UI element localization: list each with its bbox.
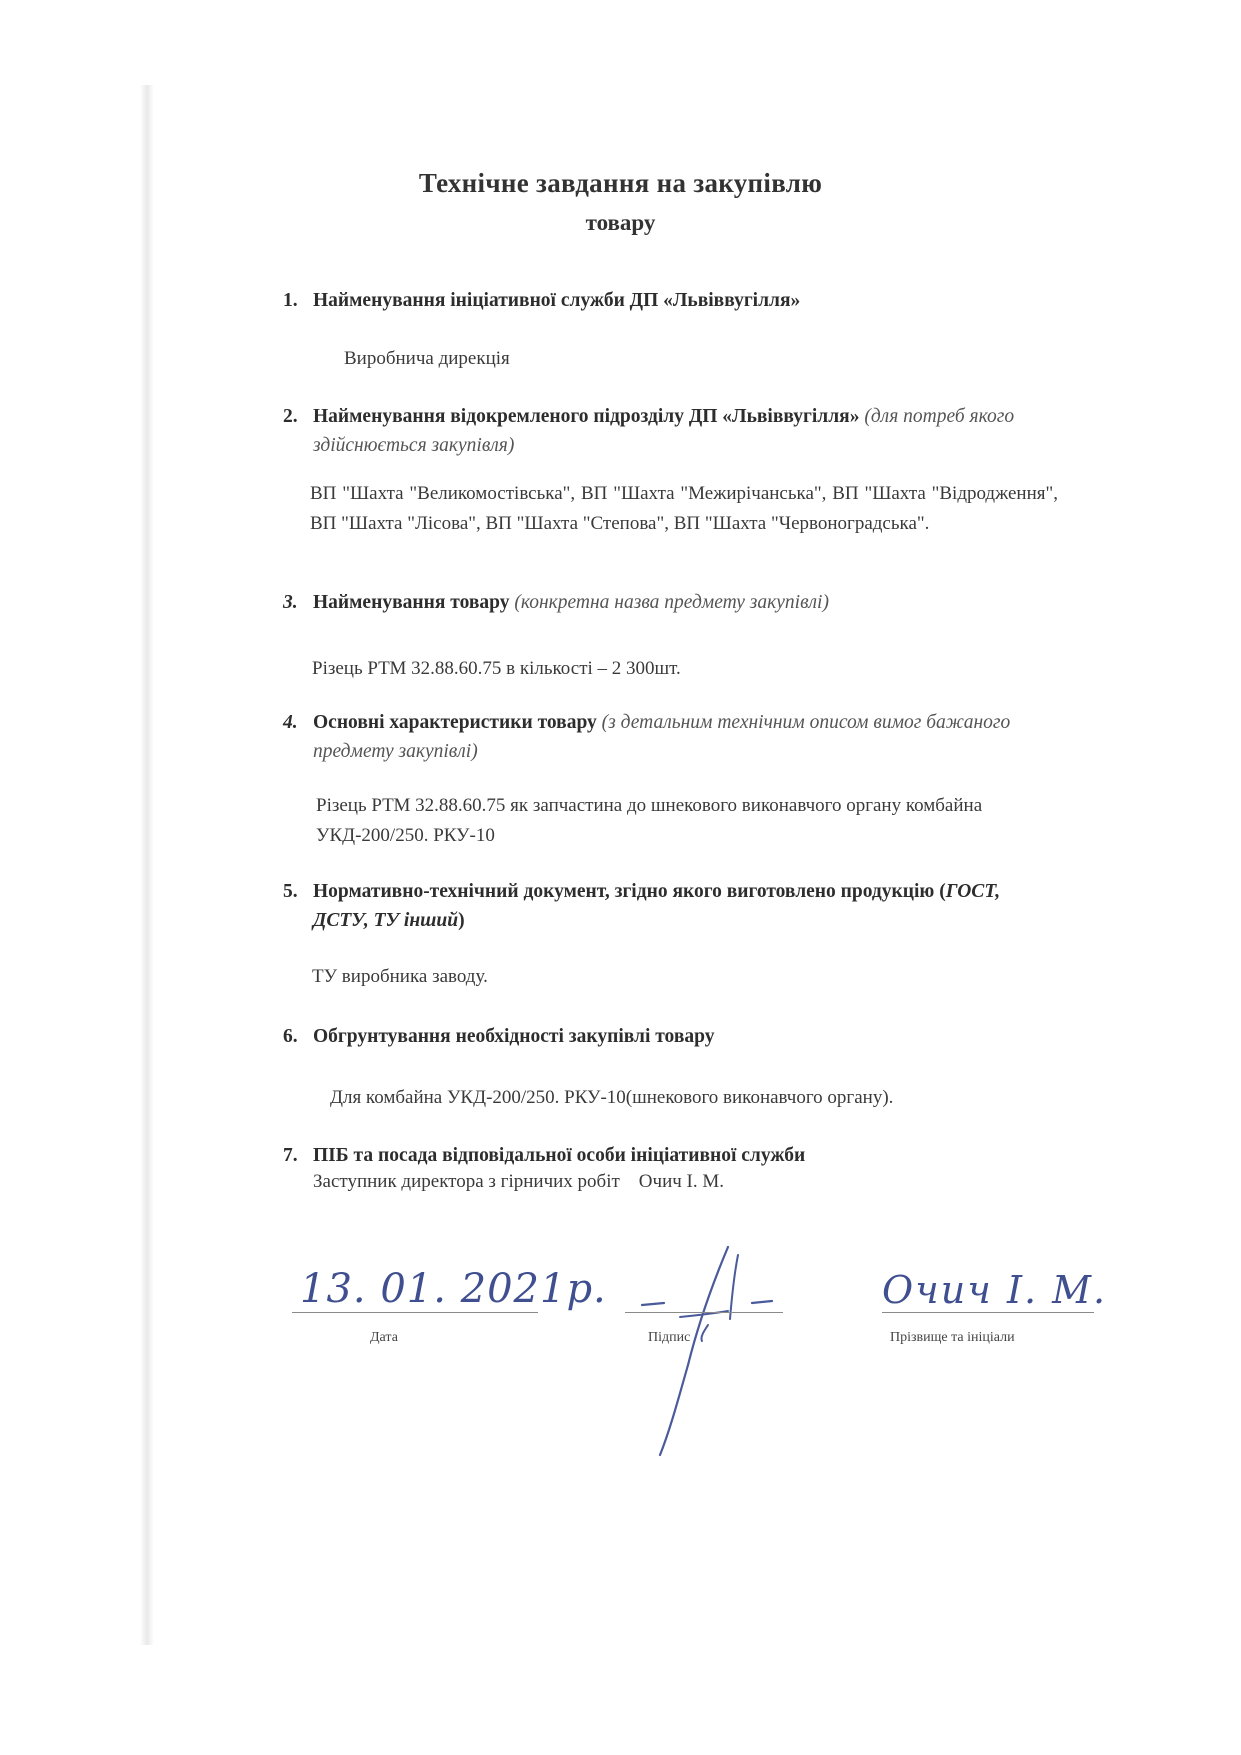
document-subtitle: товару [585,210,656,235]
section-5-note: ГОСТ, ДСТУ, ТУ інший [313,881,1001,931]
section-2-title: Найменування відокремленого підрозділу ДП «Львіввугілля» [313,406,860,427]
section-4-heading [283,708,1038,766]
section-5-title: Нормативно-технічний документ, згідно якого виготовлено продукцію ( [313,881,946,902]
date-line [292,1312,538,1313]
section-1-heading [283,286,1053,315]
section-3-body: Різець РТМ 32.88.60.75 в кількості – 2 300шт. [312,658,681,679]
handwritten-name: Очич І. М. [882,1268,1108,1312]
section-6-heading [283,1022,1053,1051]
signature-label: Підпис [648,1330,691,1345]
section-7-number: 7. [283,1145,298,1166]
section-5-number: 5. [283,881,298,902]
section-1-title: Найменування ініціативної служби ДП «Львіввугілля» [313,290,801,311]
handwritten-date: 13. 01. 2021р. [300,1266,607,1312]
section-7-title: ПІБ та посада відповідальної особи ініціативної служби [313,1145,806,1166]
name-line [882,1312,1094,1313]
section-4-body: Різець РТМ 32.88.60.75 як запчастина до шнекового виконавчого органу комбайна УКД-200/250. РКУ-10 [316,795,983,846]
scan-shadow-edge [140,85,154,1645]
section-2-number: 2. [283,406,298,427]
section-6-title: Обгрунтування необхідності закупівлі товару [313,1026,715,1047]
section-7-heading [283,1141,1053,1170]
section-7-body: Заступник директора з гірничих робіт Очич І. М. [313,1171,725,1192]
section-5-heading [283,877,1003,935]
section-3-heading [283,588,1053,617]
handwritten-signature [620,1225,820,1485]
section-3-number: 3. [283,592,298,613]
section-2-note: (для потреб якого здійснюється закупівля) [313,406,1015,456]
document-title: Технічне завдання на закупівлю [418,168,823,198]
signature-line [625,1312,783,1313]
section-1-number: 1. [283,290,298,311]
section-6-number: 6. [283,1026,298,1047]
section-4-title: Основні характеристики товару [313,712,597,733]
section-3-title: Найменування товару [313,592,510,613]
section-2-heading [283,402,1033,460]
section-5-body: ТУ виробника заводу. [312,966,488,987]
section-4-note: (з детальним технічним описом вимог бажаного предмету закупівлі) [313,712,1011,762]
section-3-note: (конкретна назва предмету закупівлі) [514,592,829,613]
section-5-title-end: ) [458,910,465,931]
date-label: Дата [370,1330,398,1345]
name-label: Прізвище та ініціали [890,1330,1015,1345]
section-6-body: Для комбайна УКД-200/250. РКУ-10(шнекового виконавчого органу). [330,1087,894,1108]
section-1-body: Виробнича дирекція [344,348,510,369]
section-2-body: ВП "Шахта "Великомостівська", ВП "Шахта "Межирічанська", ВП "Шахта "Відродження", ВП "Шахта "Лісова", ВП "Шахта "Степова", ВП "Шахта "Червоноградська". [310,483,1058,534]
section-4-number: 4. [283,712,298,733]
